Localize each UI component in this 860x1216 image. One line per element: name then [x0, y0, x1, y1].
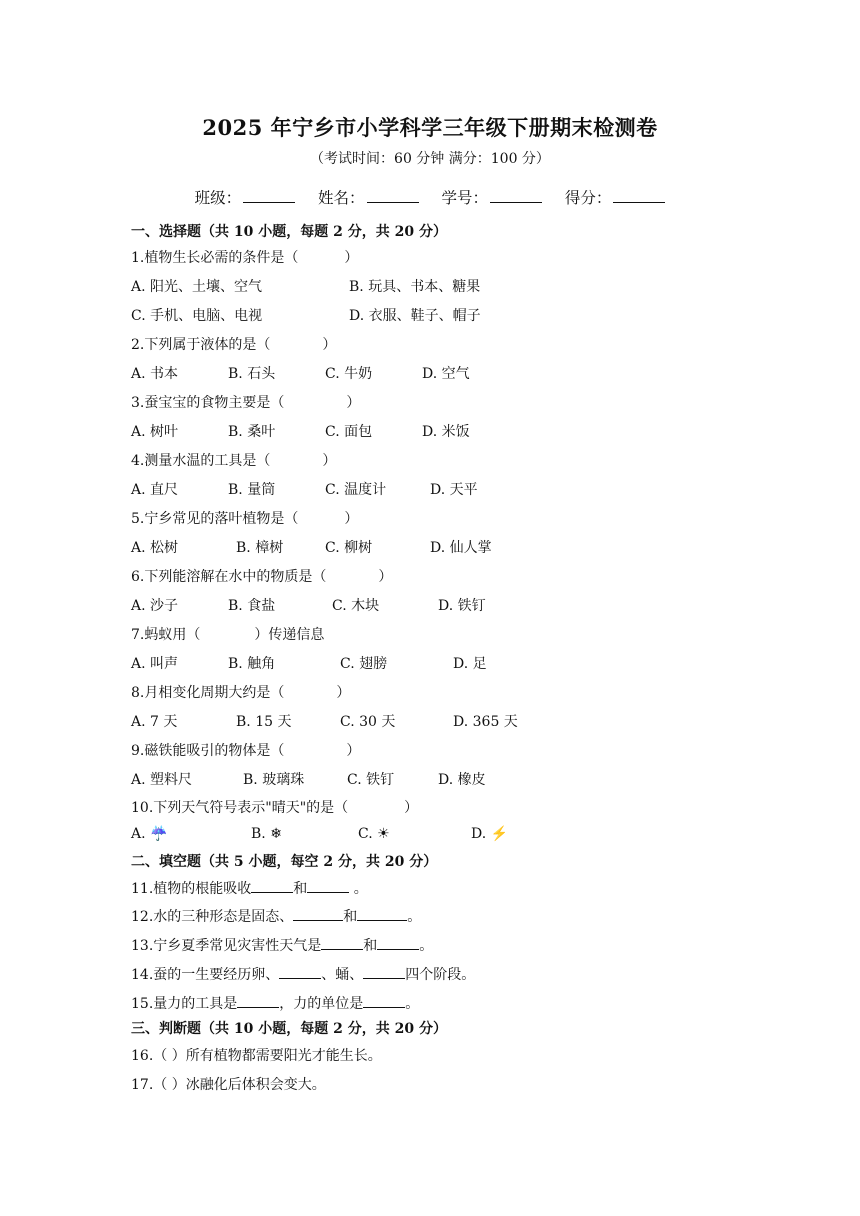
- question-13: 13.宁乡夏季常见灾害性天气是 和 。: [131, 935, 433, 955]
- question-1: 1.植物生长必需的条件是（ ）: [131, 250, 359, 266]
- number-blank[interactable]: [490, 187, 542, 203]
- question-12: 12.水的三种形态是固态、 和 。: [131, 906, 421, 926]
- option-3-b[interactable]: B. 桑叶: [228, 424, 276, 440]
- option-10-d-lightning-icon[interactable]: D. ⚡: [471, 826, 509, 842]
- option-9-d[interactable]: D. 橡皮: [438, 772, 486, 788]
- option-2-a[interactable]: A. 书本: [131, 366, 179, 382]
- class-field[interactable]: 班级：: [195, 189, 296, 207]
- question-14: 14.蚕的一生要经历卵、 、蛹、 四个阶段。: [131, 964, 475, 984]
- exam-subtitle: （考试时间：60 分钟 满分：100 分）: [310, 151, 550, 167]
- option-8-a[interactable]: A. 7 天: [131, 714, 178, 730]
- options-1a: [131, 276, 731, 294]
- option-3-c[interactable]: C. 面包: [325, 424, 373, 440]
- option-2-c[interactable]: C. 牛奶: [325, 366, 373, 382]
- options-10: [131, 826, 731, 844]
- blank-15-2[interactable]: [363, 993, 405, 1008]
- option-4-a[interactable]: A. 直尺: [131, 482, 179, 498]
- question-16[interactable]: 16.（ ）所有植物都需要阳光才能生长。: [131, 1048, 382, 1064]
- option-8-d[interactable]: D. 365 天: [453, 714, 518, 730]
- option-10-c-sun-icon[interactable]: C. ☀: [358, 826, 390, 842]
- option-6-a[interactable]: A. 沙子: [131, 598, 179, 614]
- option-4-d[interactable]: D. 天平: [430, 482, 478, 498]
- option-1-b[interactable]: B. 玩具、书本、糖果: [349, 279, 481, 295]
- option-8-b[interactable]: B. 15 天: [236, 714, 292, 730]
- question-10: 10.下列天气符号表示"晴天"的是（ ）: [131, 800, 419, 816]
- class-blank[interactable]: [243, 187, 295, 203]
- option-1-d[interactable]: D. 衣服、鞋子、帽子: [349, 308, 481, 324]
- question-2: 2.下列属于液体的是（ ）: [131, 337, 337, 353]
- option-9-a[interactable]: A. 塑料尺: [131, 772, 193, 788]
- option-2-b[interactable]: B. 石头: [228, 366, 276, 382]
- question-15: 15.量力的工具是 ，力的单位是 。: [131, 993, 419, 1013]
- option-1-a[interactable]: A. 阳光、土壤、空气: [131, 279, 263, 295]
- question-11: 11.植物的根能吸收 和 。: [131, 878, 368, 898]
- option-7-b[interactable]: B. 触角: [228, 656, 276, 672]
- student-info-line: [0, 186, 860, 208]
- score-field[interactable]: 得分：: [565, 189, 666, 207]
- blank-12-2[interactable]: [357, 906, 407, 921]
- number-field[interactable]: 学号：: [441, 189, 542, 207]
- question-5: 5.宁乡常见的落叶植物是（ ）: [131, 511, 359, 527]
- option-5-c[interactable]: C. 柳树: [325, 540, 373, 556]
- score-blank[interactable]: [613, 187, 665, 203]
- blank-14-2[interactable]: [363, 964, 405, 979]
- question-17[interactable]: 17.（ ）冰融化后体积会变大。: [131, 1077, 326, 1093]
- blank-12-1[interactable]: [293, 906, 343, 921]
- question-3: 3.蚕宝宝的食物主要是（ ）: [131, 395, 361, 411]
- options-1b: [131, 305, 731, 323]
- option-3-d[interactable]: D. 米饭: [422, 424, 470, 440]
- option-5-b[interactable]: B. 樟树: [236, 540, 284, 556]
- option-9-c[interactable]: C. 铁钉: [347, 772, 395, 788]
- exam-title: 2025 年宁乡市小学科学三年级下册期末检测卷: [202, 115, 658, 140]
- option-4-b[interactable]: B. 量筒: [228, 482, 276, 498]
- options-2: [131, 363, 731, 381]
- blank-11-2[interactable]: [307, 878, 349, 893]
- section-heading-choice: 一、选择题（共 10 小题，每题 2 分，共 20 分）: [131, 224, 447, 240]
- question-6: 6.下列能溶解在水中的物质是（ ）: [131, 569, 393, 585]
- blank-14-1[interactable]: [279, 964, 321, 979]
- blank-13-2[interactable]: [377, 935, 419, 950]
- question-9: 9.磁铁能吸引的物体是（ ）: [131, 743, 361, 759]
- option-7-c[interactable]: C. 翅膀: [340, 656, 388, 672]
- section-heading-judge: 三、判断题（共 10 小题，每题 2 分，共 20 分）: [131, 1021, 447, 1037]
- name-blank[interactable]: [367, 187, 419, 203]
- option-8-c[interactable]: C. 30 天: [340, 714, 396, 730]
- question-7: 7.蚂蚁用（ ）传递信息: [131, 627, 325, 643]
- options-7: [131, 653, 731, 671]
- option-6-c[interactable]: C. 木块: [332, 598, 380, 614]
- option-10-b-snowflake-icon[interactable]: B. ❄: [251, 826, 282, 842]
- options-6: [131, 595, 731, 613]
- option-5-a[interactable]: A. 松树: [131, 540, 179, 556]
- option-1-c[interactable]: C. 手机、电脑、电视: [131, 308, 263, 324]
- options-8: [131, 711, 731, 729]
- option-5-d[interactable]: D. 仙人掌: [430, 540, 492, 556]
- option-6-d[interactable]: D. 铁钉: [438, 598, 486, 614]
- options-9: [131, 769, 731, 787]
- option-6-b[interactable]: B. 食盐: [228, 598, 276, 614]
- question-4: 4.测量水温的工具是（ ）: [131, 453, 337, 469]
- option-3-a[interactable]: A. 树叶: [131, 424, 179, 440]
- question-8: 8.月相变化周期大约是（ ）: [131, 685, 351, 701]
- option-4-c[interactable]: C. 温度计: [325, 482, 387, 498]
- blank-11-1[interactable]: [251, 878, 293, 893]
- option-9-b[interactable]: B. 玻璃珠: [243, 772, 305, 788]
- option-10-a-umbrella-icon[interactable]: A. ☔: [131, 826, 168, 842]
- options-5: [131, 537, 731, 555]
- options-4: [131, 479, 731, 497]
- section-heading-fill: 二、填空题（共 5 小题，每空 2 分，共 20 分）: [131, 854, 438, 870]
- option-7-a[interactable]: A. 叫声: [131, 656, 179, 672]
- option-7-d[interactable]: D. 足: [453, 656, 487, 672]
- blank-13-1[interactable]: [321, 935, 363, 950]
- blank-15-1[interactable]: [237, 993, 279, 1008]
- options-3: [131, 421, 731, 439]
- name-field[interactable]: 姓名：: [318, 189, 419, 207]
- option-2-d[interactable]: D. 空气: [422, 366, 470, 382]
